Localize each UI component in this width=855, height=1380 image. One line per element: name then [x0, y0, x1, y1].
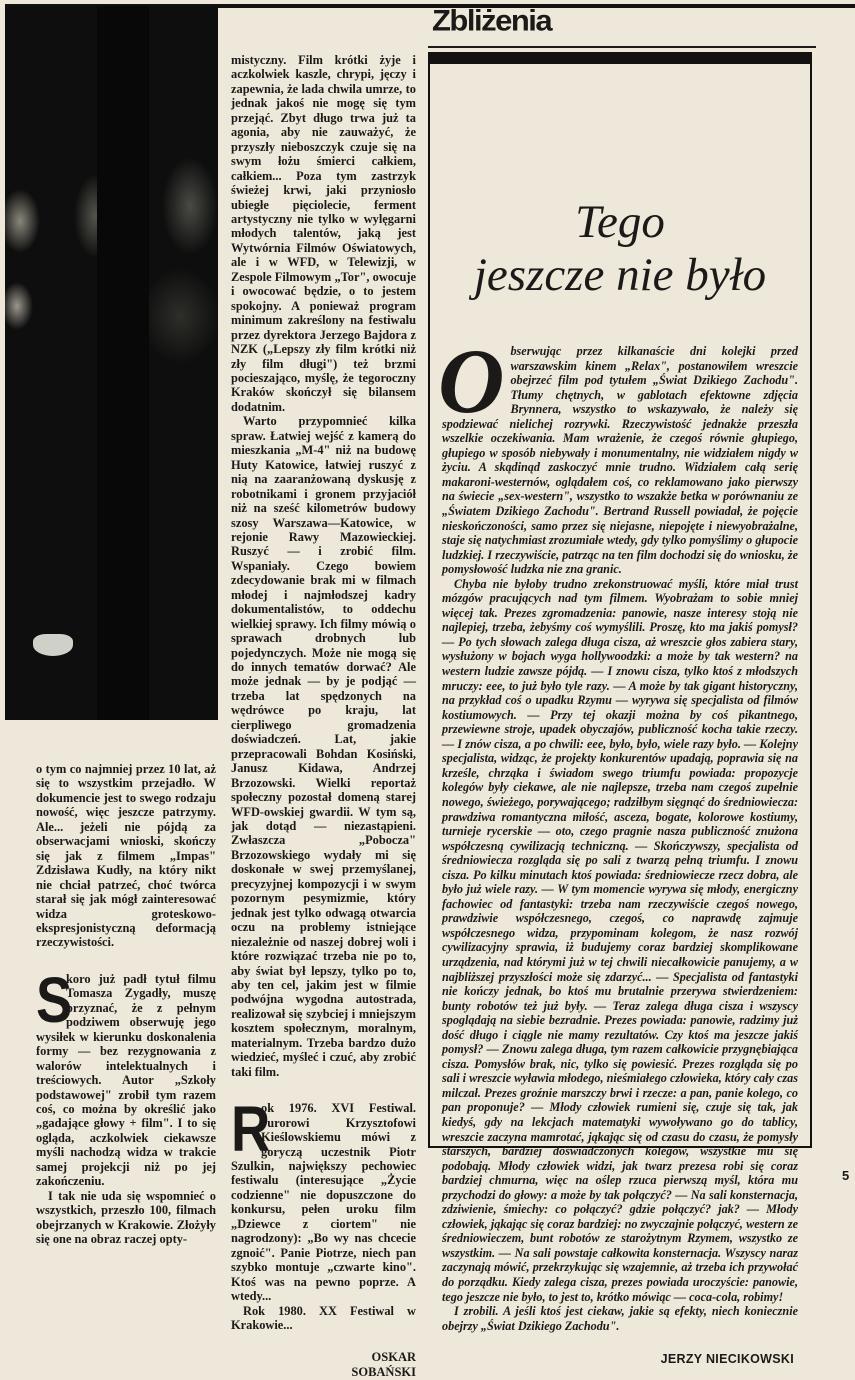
author-first-name: OSKAR	[371, 1350, 416, 1365]
paragraph-text: bserwując przez kilkanaście dni kolejki przed warszawskim kinem „Relax", postanowiłem wreszcie obejrzeć film pod tytułem „Świat Dzikiego Zachodu". Tłumy chętnych, w gablotach efektowne zdjęcia Brynnera, wszystko to wskazywało, że należy się spodziewać nielichej rozrywki. Rzeczywistość jednakże przeszła wszelkie oczekiwania. Mam wrażenie, że czegoś równie głupiego, głupiego w sposób niebywały i monumentalny, nie widziałem nigdy w życiu. A skądinąd zaskoczyć mnie trudno. Widziałem całą serię makaroni-westernów, oglądałem coś, co reklamowano jako pierwszy na świecie „sex-western", wszystko to wszakże betka w porównaniu ze „Światem Dzikiego Zachodu". Bertrand Russell powiadał, że pojęcie nieskończoności, samo przez się niejasne, niepojęte i niewyobrażalne, staje się natychmiast zrozumiałe wtedy, gdy tylko pomyślimy o głupocie ludzkiej. I rzeczywiście, patrząc na ten film dochodzi się do wniosku, że pomysłowość ludzka nie zna granic.	[442, 344, 798, 577]
paragraph: Warto przypomnieć kilka spraw. Łatwiej wejść z kamerą do mieszkania „M-4" niż na budowę Huty Katowice, łatwiej ruszyć z nią na zaaranżowaną dyskusję z robotnikami i gronem przyjaciół niż na sześć kilometrów budowy szosy Warszawa—Katowice, w rejonie Rawy Mazowieckiej. Ruszyć — i zrobić film. Wspaniały. Czego bowiem zdecydowanie brak mi w filmach młodej i najmłodszej kadry dokumentalistów, to oddechu wielkiej sprawy. Ich filmy mówią o sprawach drobnych lub pojedynczych. Może nie mogą się do innych tematów dorwać? Ale może jednak — by je podjąć — trzeba lat spędzonych na wędrówce po kraju, lat cierpliwego gromadzenia doświadczeń. Lat, jakie przepracowali Bohdan Kosiński, Janusz Kidawa, Andrzej Brzozowski. Wielki reportaż społeczny pozostał domeną starej WFD-owskiej gwardii. W tym są, jak dotąd — niezastąpieni. Zwłaszcza „Pobocza" Brzozowskiego wydały mi się doskonałe w swej przemyślanej, precyzyjnej kompozycji i w swym pozornym pesymizmie, który jednak jest tylko odwagą otwarcia oczu na problemy istniejące niezależnie od naszej dobrej woli i które rozwiązać trzeba nie po to, aby świat był lepszy, tylko po to, aby ten cel, jakim jest w filmie podwójna wygodna autostrada, realizował się szybciej i mniejszym kosztem społecznym, moralnym, materialnym. Trzeba bardzo dużo wiedzieć, myśleć i czuć, aby zrobić taki film.	[231, 414, 416, 1079]
feature-title-line2: jeszcze nie było	[473, 249, 767, 301]
paragraph	[36, 963, 216, 1189]
paragraph: mistyczny. Film krótki żyje i aczkolwiek kaszle, chrypi, jęczy i zapewnia, że lada chwila umrze, to jednak jakoś nie mogę się tym przejąć. Zbyt długo trwa już ta agonia, aby nie zauważyć, że przyszły nieboszczyk czuje się na swym łożu śmierci całkiem, całkiem... Poza tym zastrzyk świeżej krwi, jaki przyniosło ubiegłe pięciolecie, ferment artystyczny nie tylko w wylęgarni młodych talentów, jaką jest Wytwórnia Filmów Oświatowych, ale i w WFD, w Telewizji, w Zespole Filmowym „Tor", owocuje i owocować będzie, o to jestem spokojny. A ponieważ program minimum zakreślony na festiwalu przez dyrektora Jerzego Bajdora z NZK („Lepszy zły film krótki niż zły film długi") też brzmi pocieszająco, myślę, że tegoroczny Kraków skończył się bilansem dodatnim.	[231, 53, 416, 414]
drop-cap: S	[36, 963, 73, 1036]
left-column	[36, 762, 216, 1247]
paragraph-text: koro już padł tytuł filmu Tomasza Zygadły, muszę przyznać, że z pełnym podziwem obserwuję jego wysiłek w kierunku doskonalenia formy — bez rezygnowania z walorów intelektualnych i treściowych. Autor „Szkoły podstawowej" zrobił tym razem coś, co można by określić jako „gadające głowy + film". I to się ogląda, aczkolwiek ciekawsze myśli nachodzą widza w trakcie samej projekcji niż po jej zakończeniu.	[36, 971, 216, 1189]
paragraph: o tym co najmniej przez 10 lat, aż się to wszystkim przejadło. W dokumencie jest to swego rodzaju nowość, więc jeszcze patrzymy. Ale... jeżeli nie pójdą za obserwacjami wnioski, skończy się jak z filmem „Impas" Zdzisława Kudły, na który nikt nie chciał patrzeć, choć twórca starał się jak mógł zainteresować widza groteskowo-ekspresjonistyczną deformacją rzeczywistości.	[36, 762, 216, 950]
paragraph: I tak nie uda się wspomnieć o wszystkich, przeszło 100, filmach obejrzanych w Krakowie. Złożyły się one na obraz raczej opty-	[36, 1188, 216, 1247]
paragraph: Rok 1980. XX Festiwal w Krakowie...	[231, 1303, 416, 1332]
feature-box	[428, 52, 812, 1367]
paragraph	[438, 330, 798, 577]
closing-text: ok 1976. XVI Festiwal. Jurorowi Krzysztofowi Kieślowskiemu mówi z goryczą uczestnik Piotr Szulkin, największy pechowiec festiwalu (interesujące „Życie codzienne" nie dopuszczone do konkursu, pełen uroku film „Dziewce z ciortem" nie nagrodzony): „Bo wy nas chcecie zgnoić". Panie Piotrze, niech pan szybko montuje „czwarte kino". Ktoś was na pewno poprze. A wtedy...	[231, 1101, 416, 1304]
closing-paragraph	[231, 1093, 416, 1304]
drop-cap: O	[438, 330, 505, 432]
feature-author: JERZY NIECIKOWSKI	[660, 1352, 794, 1367]
white-glove	[33, 634, 73, 656]
byline	[231, 1350, 416, 1380]
paragraph: I zrobili. A jeśli ktoś jest ciekaw, jakie są efekty, niech koniecznie obejrzy „Świat Dzikiego Zachodu".	[442, 1304, 798, 1333]
author-last-name: SOBAŃSKI	[351, 1365, 416, 1380]
tree-trunk	[97, 6, 149, 720]
middle-column	[231, 53, 416, 1380]
paragraph: Chyba nie byłoby trudno zrekonstruować myśli, które miał trust mózgów pracujących nad tym filmem. Wyobrażam to sobie mniej więcej tak. Prezes zgromadzenia: panowie, nasze interesy stoją nie najlepiej, trzeba, żebyśmy coś wymyślili. Proszę, kto ma jakiś pomysł? — Po tych słowach zalega długa cisza, aż wreszcie głos zabiera stary, wysłużony w bojach wyga hollywoodzki: a może by tak western? na western ludzie zawsze pójdą. — I znowu cisza, tylko ktoś z młodszych mruczy: eee, to już było tyle razy. — A może by tak gigant historyczny, na przykład coś o upadku Rzymu — wyrywa się specjalista od filmów kostiumowych. — Przy tej okazji można by coś pikantnego, przewiewne stroje, upadek obyczajów, publiczność kocha takie rzeczy. — I znów cisza, a po chwili: eee, było, było, wiele razy było. — Kolejny specjalista, widząc, że projekty konkurentów upadają, poprawia się na krześle, chrząka i świadom swego triumfu powiada: propozycje kolegów były ciekawe, ale nie najlepsze, trzeba nam czegoś zupełnie nowego, świeżego, porywającego; radziłbym sięgnąć do średniowiecza: prawdziwa romantyczna miłość, asceza, bogate, kolorowe kostiumy, turnieje rycerskie — oto, czego pragnie nasza publiczność znużona współczesną cywilizacją techniczną. — Skończywszy, specjalista od średniowiecza rozgląda się po sali z twarzą pełną triumfu. I znowu cisza. Po kilku minutach ktoś powiada: średniowiecze rzecz dobra, ale było już wiele razy. — W tym momencie wyrywa się młody, energiczny fachowiec od fantastyki: trzeba nam rzeczywiście czegoś nowego, prawdziwie współczesnego, czegoś, co naprawdę zajmuje współczesnego widza, przypominam kolegom, że nasz rozwój cywilizacyjny sprawia, iż budujemy coraz bardziej skomplikowane urządzenia, nad którymi już w tej chwili niecałkowicie panujemy, a w najbliższej przyszłości może się zdarzyć... — Specjalista od fantastyki nie kończy jednak, bo ktoś mu brutalnie przerywa stwierdzeniem: bunty robotów też już były. — Teraz zalega długa cisza i wszyscy spoglądają na siebie bezradnie. Prezes powiada: panowie, radzimy już dość długo i ciągle nie mamy rezultatów. Czy ktoś ma jeszcze jakiś pomysł? — Znowu zalega długa, tym razem całkowicie przygnębiająca cisza. Pomysłów brak, nic, tylko się powiesić. Prezes rozgląda się po sali i wreszcie wyławia młodego, nieśmiałego człowieka, który cały czas milczał. Prezes groźnie marszczy brwi i rzecze: a pan, panie kolego, co pan proponuje? — Młody człowiek rumieni się, czuje się tak, jak kiedyś, gdy na lekcjach matematyki wywoływano go do tablicy, wreszcie zaczyna mamrotać, jąkając się od czasu do czasu, że pomysły starszych, bardziej doświadczonych kolegów, wszystkie mu się podobają. Młody człowiek widzi, jak twarz prezesa robi się coraz bardziej chmurna, więc na oślep rzuca pierwszą myśl, która mu przychodzi do głowy: a może by tak połączyć? — Na sali konsternacja, zdziwienie, śmiechy: co połączyć? gdzie połączyć? jak? — Młody człowiek, jąkając się coraz bardziej: no zwyczajnie połączyć, western ze średniowieczem, bunt robotów ze starożytnym Rzymem, wszystko ze wszystkim. — Na sali powstaje całkowita konsternacja. Wszyscy naraz zaczynają mówić, przekrzykując się wzajemnie, aż trzeba ich przywołać do porządku. Kiedy zalega cisza, prezes powiada uroczyście: panowie, tego jeszcze nie było, to jest to, krótko mówiąc — coca-cola, robimy!	[442, 576, 798, 1304]
film-still-photo	[5, 6, 218, 720]
page-number: 5	[842, 1168, 850, 1183]
section-rule	[428, 46, 816, 48]
section-title: Zbliżenia	[432, 3, 552, 38]
drop-cap: R	[231, 1093, 271, 1166]
feature-title-line1: Tego	[575, 196, 665, 248]
feature-body	[438, 330, 798, 1367]
